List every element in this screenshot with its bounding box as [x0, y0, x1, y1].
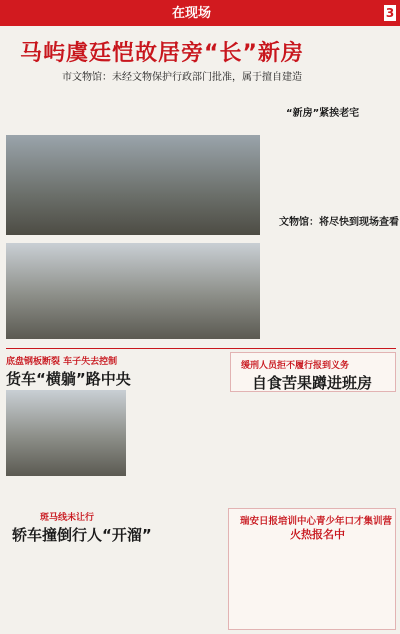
sidebar1-title: “新房”紧挨老宅	[286, 108, 360, 119]
story3-headline: 自食苦果蹲进班房	[252, 374, 373, 392]
lead-photo-caption-1	[6, 236, 260, 242]
lead-photo-old-house	[6, 243, 260, 339]
sidebar2-title: 文物馆：将尽快到现场查看	[279, 217, 399, 228]
story2-body-column-2	[130, 392, 226, 518]
lead-subheadline: 市文物馆：未经文物保护行政部门批准，属于擅自建造	[62, 72, 302, 83]
lead-photo-caption-2	[6, 340, 260, 346]
sidebar1-body	[264, 118, 396, 210]
story5-subheadline: 火热报名中	[290, 528, 345, 541]
story2-photo-truck	[6, 390, 126, 476]
lead-photo-village	[6, 135, 260, 235]
story5-headline: 瑞安日报培训中心青少年口才集训营	[240, 516, 393, 527]
section-title: 在现场	[172, 6, 212, 21]
main-body	[6, 580, 226, 630]
story3-body	[230, 396, 396, 504]
story2-kicker: 底盘钢板断裂 车子失去控制	[6, 357, 118, 367]
story2-headline: 货车“横躺”路中央	[6, 370, 131, 388]
lead-intro	[6, 102, 260, 134]
section-divider	[6, 348, 396, 349]
lead-headline: 马屿虞廷恺故居旁“长”新房	[20, 41, 304, 66]
story5-body	[232, 542, 392, 628]
sidebar2-body	[264, 227, 396, 339]
story3-kicker: 缓刑人员拒不履行报到义务	[241, 361, 350, 371]
story4-headline: 轿车撞倒行人“开溜”	[12, 526, 152, 544]
story4-kicker: 斑马线未让行	[40, 513, 95, 523]
page-number: 3	[385, 6, 395, 20]
